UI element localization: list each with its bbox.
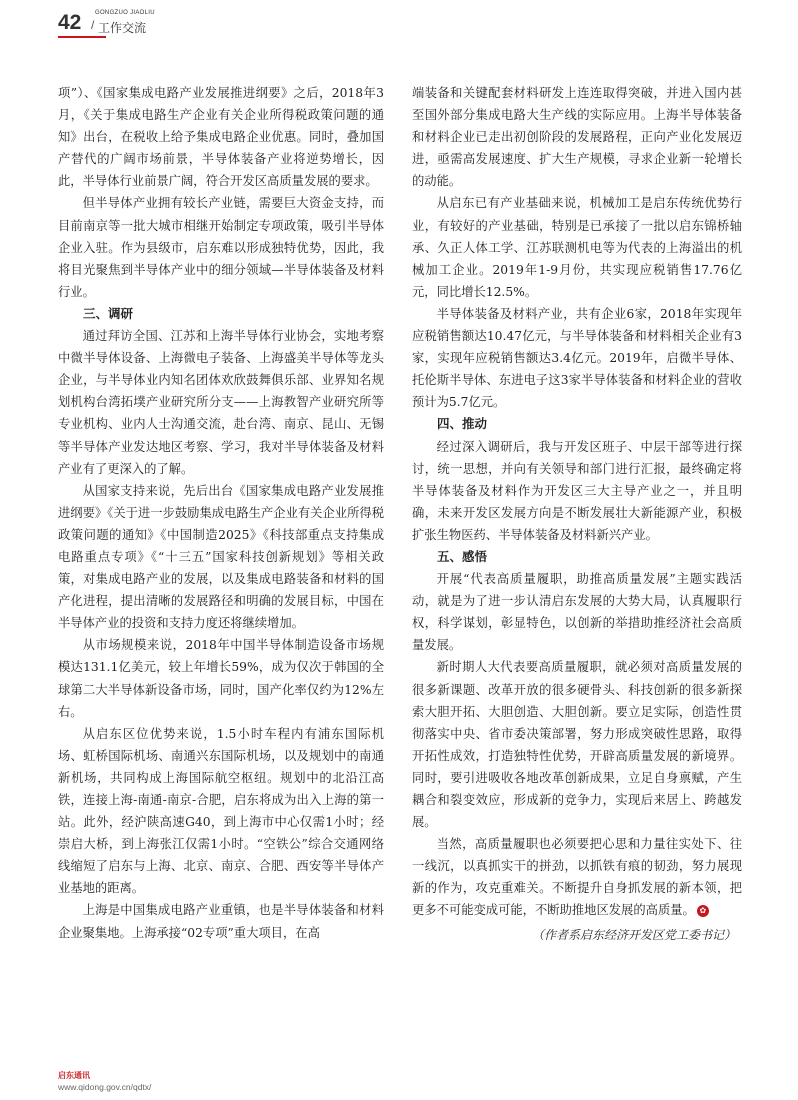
paragraph: 上海是中国集成电路产业重镇，也是半导体装备和材料企业聚集地。上海承接“02专项”重大项目，在高 [58, 903, 384, 940]
paragraph: 但半导体产业拥有较长产业链，需要巨大资金支持，而目前南京等一批大城市相继开始制定专项政策，吸引半导体企业入驻。作为县级市，启东难以形成独特优势，因此，我将目光聚焦到半导体产业中的细分领域—半导体装备及材料行业。 [58, 196, 384, 299]
paragraph: 端装备和关键配套材料研发上连连取得突破，并进入国内甚至国外部分集成电路大生产线的实际应用。上海半导体装备和材料企业已走出初创阶段的发展路程，正向产业化发展迈进，亟需高发展速度、扩大生产规模，寻求企业新一轮增长的动能。 [412, 86, 742, 189]
header-slash: / [91, 18, 95, 32]
right-column [412, 82, 742, 946]
paragraph: 从启东区位优势来说，1.5小时车程内有浦东国际机场、虹桥国际机场、南通兴东国际机场，以及规划中的南通新机场，共同构成上海国际航空枢纽。规划中的北沿江高铁，连接上海-南通-南京-合肥，启东将成为出入上海的第一站。此外，经沪陕高速G40，到上海市中心仅需1小时；经崇启大桥，到上海张江仅需1小时。“空铁公”综合交通网络线缩短了启东与上海、北京、南京、合肥、西安等半导体产业基地的距离。 [58, 726, 384, 896]
header-rule [58, 36, 106, 38]
page-number: 42 [58, 11, 82, 34]
section-heading: 四、推动 [437, 416, 488, 432]
paragraph: 通过拜访全国、江苏和上海半导体行业协会，实地考察中微半导体设备、上海微电子装备、上海盛美半导体等龙头企业，与半导体业内知名团体欢欣鼓舞俱乐部、业界知名规划机构台湾拓墣产业研究所分支——上海教智产业研究所等专业机构、业内人士沟通交流，赴台湾、南京、昆山、无锡等半导体产业发达地区考察、学习，我对半导体装备及材料产业有了更深入的了解。 [58, 329, 384, 476]
page-footer [58, 1071, 151, 1092]
left-column [58, 82, 384, 944]
footer-brand: 启东通讯 [58, 1071, 90, 1080]
section-name: 工作交流 [98, 21, 147, 35]
paragraph: 半导体装备及材料产业，共有企业6家，2018年实现年应税销售额达10.47亿元，与半导体装备和材料相关企业有3家，实现年应税销售额达3.4亿元。2019年，启微半导体、托伦斯半导体、东进电子这3家半导体装备和材料企业的营收预计为5.7亿元。 [412, 306, 742, 410]
page-header [58, 8, 758, 38]
paragraph: 从市场规模来说，2018年中国半导体制造设备市场规模达131.1亿美元，较上年增长59%，成为仅次于韩国的全球第二大半导体新设备市场，同时，国产化率仅约为12%左右。 [58, 638, 384, 719]
footer-url: www.qidong.gov.cn/qdtx/ [58, 1082, 152, 1092]
paragraph: 开展“代表高质量履职，助推高质量发展”主题实践活动，就是为了进一步认清启东发展的大势大局，认真履职行权，科学谋划，彰显特色，以创新的举措助推经济社会高质量发展。 [412, 572, 742, 653]
paragraph: 项”）、《国家集成电路产业发展推进纲要》之后，2018年3月，《关于集成电路生产企业有关企业所得税政策问题的通知》出台，在税收上给予集成电路企业优惠。同时，叠加国产替代的广阔市场前景，半导体装备产业将逆势增长，因此，半导体行业前景广阔，符合开发区高质量发展的要求。 [58, 86, 384, 189]
section-heading: 五、感悟 [437, 548, 488, 564]
paragraph: 新时期人大代表要高质量履职，就必须对高质量发展的很多新课题、改革开放的很多硬骨头、科技创新的很多新探索大胆开拓、大胆创造、大胆创新。要立足实际，创造性贯彻落实中央、省市委决策部署，努力形成突破性思路，取得开拓性成效，打造独特性优势，开辟高质量发展的新境界。同时，要引进吸收各地改革创新成果，立足自身禀赋，产生耦合和裂变效应，形成新的竞争力，实现后来居上、跨越发展。 [412, 660, 742, 830]
paragraph: 经过深入调研后，我与开发区班子、中层干部等进行探讨，统一思想，并向有关领导和部门进行汇报，最终确定将半导体装备及材料作为开发区三大主导产业之一，并且明确，未来开发区发展方向是不断发展壮大新能源产业，积极扩张生物医药、半导体装备及材料新兴产业。 [412, 439, 742, 542]
author-byline: （作者系启东经济开发区党工委书记） [531, 927, 736, 942]
section-heading: 三、调研 [83, 305, 134, 321]
paragraph: 从国家支持来说，先后出台《国家集成电路产业发展推进纲要》《关于进一步鼓励集成电路生产企业有关企业所得税政策问题的通知》《中国制造2025》《科技部重点支持集成电路重点专项》《“十三五”国家科技创新规划》等相关政策，对集成电路产业的发展，以及集成电路装备和材料的国产化进程，提出清晰的发展路径和明确的发展目标，中国在半导体产业的投资和支持力度还将继续增加。 [58, 483, 384, 631]
paragraph: 当然，高质量履职也必须要把心思和力量往实处下、往一线沉，以真抓实干的拼劲，以抓铁有痕的韧劲，努力展现新的作为，攻克重难关。不断提升自身抓发展的新本领，把更多不可能变成可能，不断助推地区发展的高质量。 ✿ [412, 837, 742, 918]
section-pinyin: GONGZUO JIAOLIU [95, 10, 155, 16]
paragraph: 从启东已有产业基础来说，机械加工是启东传统优势行业，有较好的产业基础，特别是已承接了一批以启东锦桥轴承、久正人体工学、江苏联测机电等为代表的上海溢出的机械加工企业。2019年1-9月份，共实现应税销售17.76亿元，同比增长12.5%。 [412, 196, 742, 299]
end-mark-icon: ✿ [697, 905, 709, 917]
